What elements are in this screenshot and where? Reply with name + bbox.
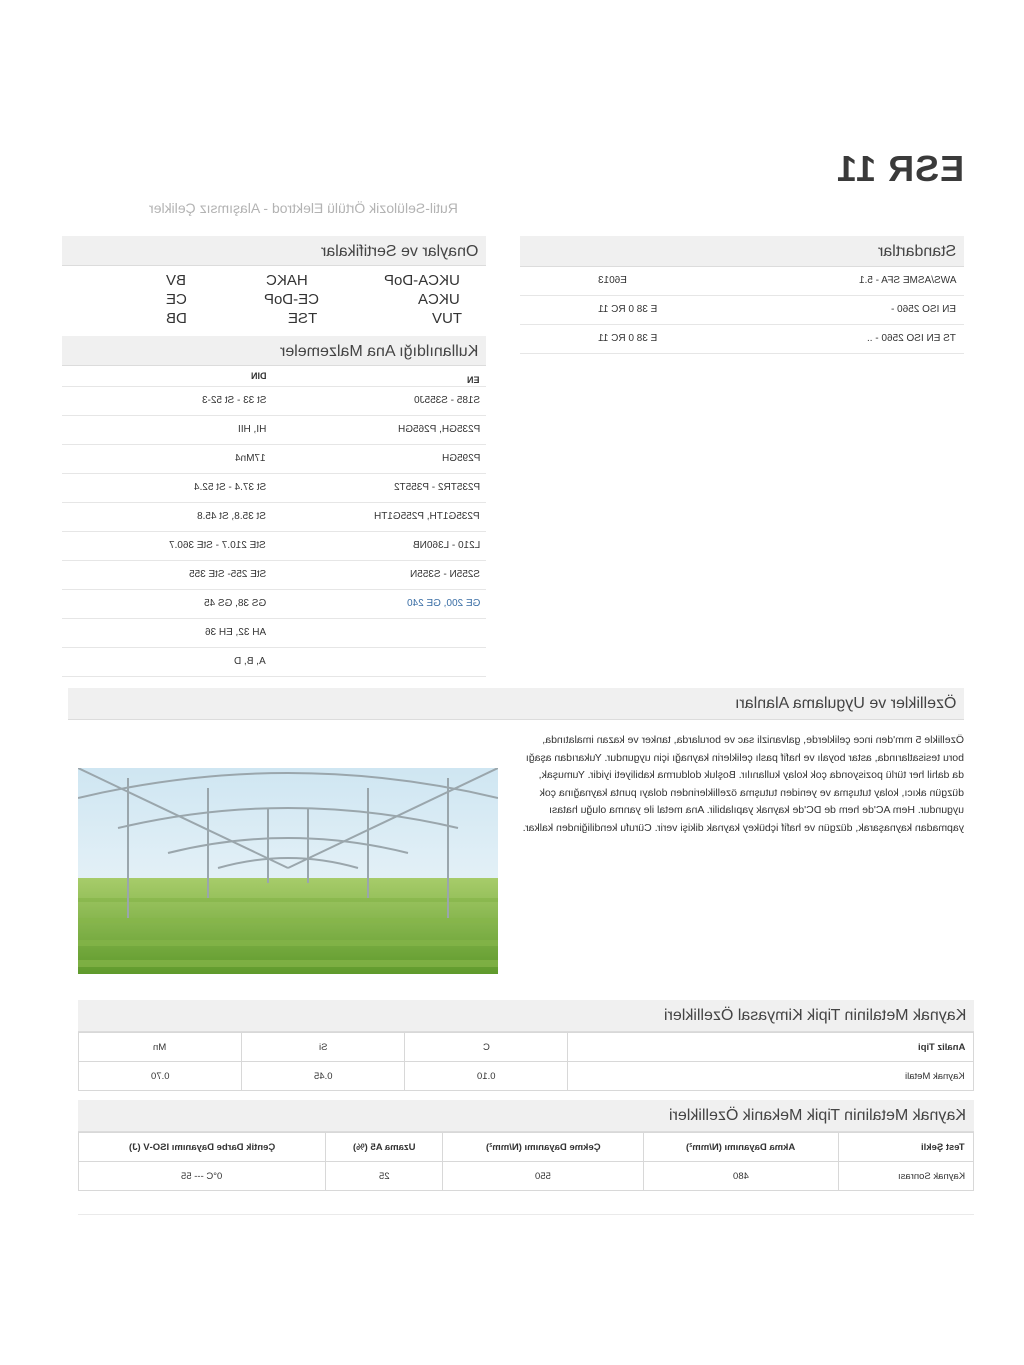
- material-en: P235G1TH, P255G1TH: [374, 511, 480, 522]
- materials-row: [62, 416, 486, 445]
- certificate-item: CE: [166, 291, 187, 308]
- material-din: 17Mn4: [235, 453, 266, 464]
- materials-header-row: [62, 366, 486, 387]
- material-din: GS 38, GS 45: [203, 598, 266, 609]
- certificate-item: BV: [166, 272, 187, 289]
- materials-row: [62, 474, 486, 503]
- materials-row: [62, 532, 486, 561]
- certificates-heading: Onaylar ve Sertifikalar: [62, 236, 486, 266]
- materials-col-din: DIN: [250, 371, 266, 381]
- standard-name: TS EN ISO 2560 - ..: [867, 333, 956, 344]
- materials-row: [62, 503, 486, 532]
- mechanical-heading: Kaynak Metalinin Tipik Mekanik Özellikleri: [78, 1100, 974, 1132]
- material-en: P295GH: [441, 453, 480, 464]
- features-panel: [68, 688, 964, 980]
- material-din: St 35.8, St 45.8: [197, 511, 266, 522]
- certificates-panel: [62, 236, 486, 334]
- certificate-item: CE-DoP: [264, 291, 320, 308]
- standards-row: [520, 325, 964, 354]
- material-en: S255N - S355N: [409, 569, 480, 580]
- material-en: S185 - S355J0: [413, 395, 480, 406]
- mechanical-impact: 0°C --- 55: [181, 1170, 223, 1182]
- chemical-c: 0.10: [476, 1070, 496, 1082]
- mechanical-elongation: 25: [378, 1170, 390, 1182]
- standards-heading: Standartlar: [520, 236, 964, 267]
- standards-row: [520, 267, 964, 296]
- chemical-panel: [78, 1000, 974, 1091]
- material-din: StE 210.7 - StE 360.7: [169, 540, 266, 551]
- mechanical-table: [78, 1132, 974, 1191]
- standard-value: E 38 0 RC 11: [598, 304, 658, 315]
- standard-value: E6013: [598, 275, 627, 286]
- mechanical-yield: 480: [733, 1170, 749, 1182]
- materials-row: [62, 648, 486, 677]
- mechanical-header-row: [79, 1133, 974, 1162]
- mechanical-col-yield: Akma Dayanımı (N/mm²): [686, 1141, 796, 1153]
- material-din: St 37.4 - St 52.4: [193, 482, 266, 493]
- certificate-item: HAKC: [266, 272, 308, 289]
- standards-row: [520, 296, 964, 325]
- materials-row: [62, 445, 486, 474]
- standard-name: EN ISO 2560 -: [890, 304, 956, 315]
- certificate-item: TUV: [432, 310, 462, 327]
- chemical-mn: 0.70: [150, 1070, 170, 1082]
- mechanical-panel: [78, 1100, 974, 1191]
- chemical-type: Kaynak Metali: [905, 1070, 965, 1082]
- certificate-item: DB: [166, 310, 187, 327]
- materials-row: [62, 561, 486, 590]
- chemical-heading: Kaynak Metalinin Tipik Kimyasal Özellikleri: [78, 1000, 974, 1032]
- standard-value: E 38 0 RC 11: [598, 333, 658, 344]
- standards-panel: [520, 236, 964, 354]
- certificate-item: TSE: [288, 310, 318, 327]
- features-heading: Özellikler ve Uygulama Alanları: [68, 688, 964, 720]
- mechanical-col-tensile: Çekme Dayanımı (N/mm²): [485, 1141, 601, 1153]
- material-en: P235GH, P265GH: [397, 424, 480, 435]
- material-din: A, B, D: [234, 656, 266, 667]
- certificate-item: UKCA-DoP: [384, 272, 460, 289]
- chemical-col-mn: Mn: [153, 1041, 167, 1053]
- mechanical-col-test: Test Şekli: [921, 1141, 965, 1153]
- materials-col-en: EN: [467, 375, 480, 385]
- material-din: StE 255- StE 355: [188, 569, 266, 580]
- material-din: HI, HII: [237, 424, 266, 435]
- material-din: AH 32, EH 36: [204, 627, 266, 638]
- standard-name: AWS/ASME SFA - 5.1: [858, 275, 956, 286]
- chemical-header-row: [79, 1033, 974, 1062]
- materials-panel: [62, 336, 486, 677]
- chemical-col-type: Analiz Tipi: [917, 1041, 965, 1053]
- footer-divider: [78, 1214, 974, 1215]
- greenhouse-image: [78, 768, 498, 974]
- material-en-link[interactable]: GE 200, GE 240: [406, 598, 480, 609]
- chemical-table: [78, 1032, 974, 1091]
- chemical-col-si: Si: [318, 1041, 328, 1053]
- chemical-data-row: [79, 1062, 974, 1091]
- mechanical-data-row: [79, 1162, 974, 1191]
- certificate-item: UKCA: [418, 291, 460, 308]
- material-en: L210 - L360NB: [412, 540, 480, 551]
- mechanical-col-impact: Çentik Darbe Dayanımı ISO-V (J): [128, 1141, 276, 1153]
- mechanical-col-elongation: Uzama A5 (%): [352, 1141, 416, 1153]
- product-subtitle: Rutil-Selülozik Örtülü Elektrod - Alaşımsız Çelikler: [149, 200, 458, 216]
- materials-row: [62, 590, 486, 619]
- mechanical-tensile: 550: [535, 1170, 551, 1182]
- materials-heading: Kullanıldığı Ana Malzemeler: [62, 336, 486, 366]
- material-din: St 33 - St 52-3: [201, 395, 266, 406]
- certificates-grid: [62, 266, 486, 334]
- mechanical-test: Kaynak Sonrası: [897, 1170, 965, 1182]
- product-title: ESR 11: [836, 148, 965, 189]
- chemical-col-c: C: [482, 1041, 490, 1053]
- materials-row: [62, 619, 486, 648]
- materials-row: [62, 387, 486, 416]
- material-en: P235TR2 - P355T2: [393, 482, 480, 493]
- chemical-si: 0.45: [313, 1070, 333, 1082]
- features-text: Özellikle 5 mm'den ince çeliklerde, galvanizli sac ve borularda, tanker ve kazan imalatında, boru tesisatlarında, astar boyalı ve hafif paslı çeliklerin kaynağı için uygundur. Yukarıdan aşağı da dahil her türlü pozisyonda çok kolay kullanılır. Boşluk doldurma kabiliyeti iyidir. Yumuşak, düzgün akıcı, kolay tutuşma ve yeniden tutuşma özelliklerinden dolayı punta kaynağına çok uygundur. Hem AC'de hem de DC'de kaynak yapılabilir. Ana metal ile yanma oluğu hatası yapmadan kaynaşarak, düzgün ve hafif içbükey kaynak dikişi verir. Cürufu kendiliğinden kalkar.: [522, 734, 964, 834]
